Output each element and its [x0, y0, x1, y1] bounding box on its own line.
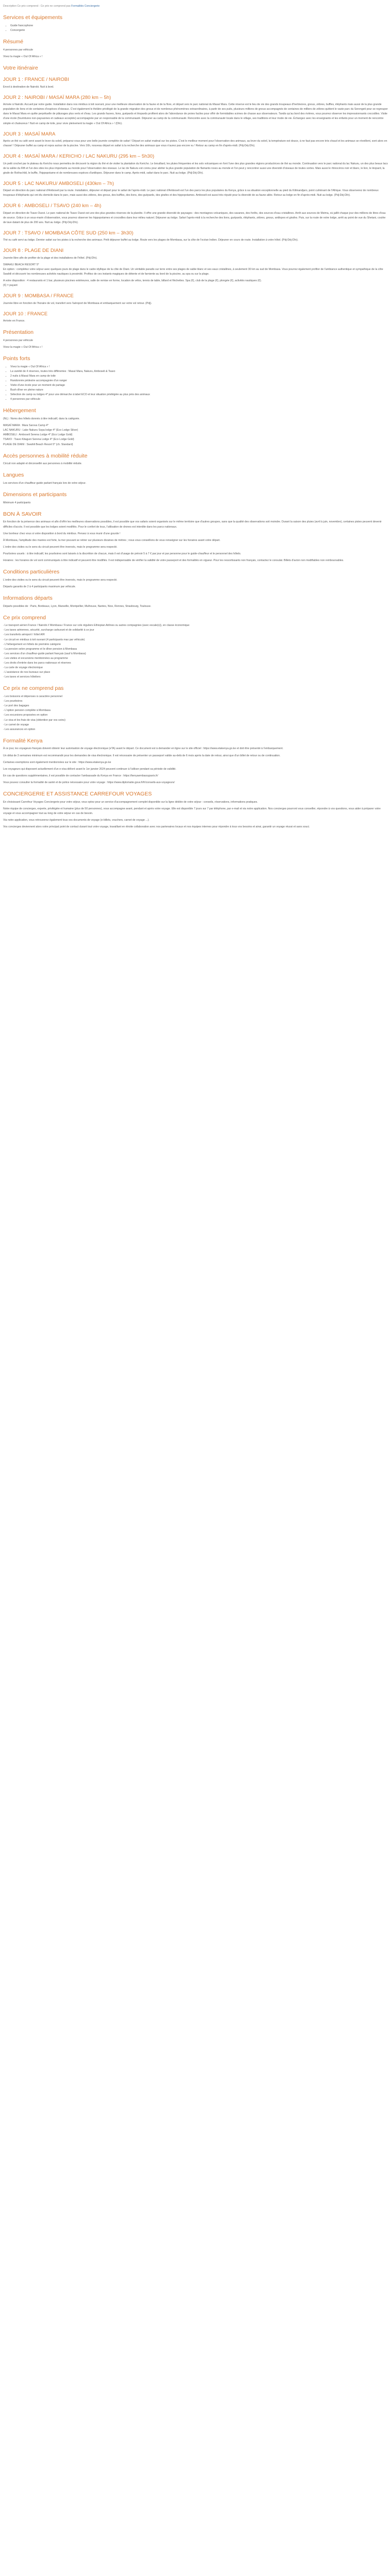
prix-ne-comprend-pas-item: - Les pourboires [3, 700, 23, 703]
day-title: JOUR 6 : AMBOSELI / TSAVO (240 km – 4h) [3, 203, 102, 209]
prix-ne-comprend-pas-item: - Le port des bagages [3, 704, 29, 708]
day-paragraph: Après un thé ou café servi avant le lever du soleil, préparez-vous pour une belle journée complète de safari ! Départ en safari matinal sur les pistes. C'est le meilleur moment pour l'observation des animaux, au lever du soleil, la température est douce, à ne faut pas encore très chaud et les animaux se réveillent, sont alors en chasse! ! Déjeuner buffet au camp et repos autour de la piscine. Vers 16h, nouveau départ en safari à la recherche des animaux que vous n'aurez pas encore vu ! Retour au camp en fin d'après-midi. (Pdj-Déj-Dîn). [3, 139, 387, 148]
bon-savoir-paragraph: À Mombasa, l'amplitude des marées est forte, la mer pouvant se retirer sur plusieurs dizaines de mètres ; nous vous conseillons de vous renseigner sur les horaires avant votre départ. [3, 538, 221, 542]
prix-ne-comprend-pas-item: - Les excursions proposées en option [3, 714, 48, 717]
day-description [3, 256, 388, 289]
conciergerie-paragraph: Via notre application, vous retrouverez également tous vos documents de voyage (e-billets, vouchers, carnet de voyage ...). [3, 818, 150, 822]
minimum-title: Dimensions et participants [3, 492, 67, 498]
resume-title: Résumé [3, 38, 24, 45]
breadcrumb-link-formalites[interactable]: Formalités Conciergerie [71, 5, 100, 8]
breadcrumb [3, 4, 388, 9]
prix-comprend-item: - Le transport aérien France / Nairobi // Mombasa / France sur vols réguliers Ethiopian Airlines ou autres compagnies (avec escale(s)), en classe économique [3, 624, 190, 628]
pmr-text: Circuit non adapté et déconseillé aux personnes à mobilité réduite. [3, 462, 83, 466]
day-title: JOUR 10 : FRANCE [3, 311, 48, 317]
infos-depart-text: Départs possibles de : Paris, Bordeaux, Lyon, Marseille, Montpellier, Mulhouse, Nantes, Nice, Rennes, Strasbourg, Toulouse. [3, 604, 152, 608]
prix-comprend-item: - Les services d'un chauffeur-guide parlant français (sauf à Mombasa) [3, 652, 86, 655]
conditions-line: Départs garantis de 2 à 4 participants maximum par véhicule. [3, 585, 76, 588]
formalites-paragraph: Un délai de 3 semaines minimum est recommandé pour les demandes de visa électronique. Il est nécessaire de présenter un passeport valide au-delà de 6 mois après la date de retour, ainsi que d'un billet de retour ou de continuation. [3, 754, 281, 757]
prix-comprend-list [3, 623, 388, 680]
prix-ne-comprend-pas-item: - Le visa et les frais de visa (obtention par vos soins) [3, 718, 66, 722]
infos-depart-title: Informations départs [3, 595, 53, 601]
services-item: • Concergerie [10, 28, 388, 33]
formalites-paragraph: Vous pouvez consulter la formalité de santé et de police nécessaire pour votre voyage : https://www.diplomatie.gouv.fr/fr/conseils-aux-voyageurs/ [3, 781, 175, 784]
bon-savoir-paragraph: Une bonheur chez vous si votre disposition à bord du minibus. Pensez à vous munir d'une gourde ! [3, 532, 121, 535]
prix-comprend-item: - Les taxes aériennes, sécurité, surcharge carburant et de solidarité à ce jour [3, 629, 94, 632]
bon-savoir-title: BON À SAVOIR [3, 511, 42, 517]
day-title: JOUR 5 : LAC NAKURU/ AMBOSELI (430km – 7h) [3, 180, 114, 187]
prix-ne-comprend-pas-item: - Le carnet de voyage [3, 723, 29, 726]
prix-comprend-item: - L'assistance de nos bureaux sur place [3, 671, 51, 674]
points-forts-item: • La variété de 4 réserves, toutes très différentes : Masaï Mara, Nakuru, Amboseli & Tsavo [10, 369, 388, 374]
prix-comprend-title: Ce prix comprend [3, 614, 46, 621]
day-paragraph: Départ en direction de Tsavo Ouest. Le parc national de Tsavo Ouest est une des plus grandes réserves de la planète. Il offre une grande diversité de paysages : des montagnes volcaniques, des savanes, des forêts, des sources d'eau cristallines. Arrêt aux sources de Mzima, où jaillit chaque jour des millions de litres d'eau de source. Grâce à un sous-marin d'observation, vous pourrez observer les hippopotames et crocodiles dans leur milieu naturel. Déjeuner au lodge. Safari l'après-midi à la recherche des lions, guépards, éléphants, zèbres, gnous, antilopes et girafes. Puis, sur la route de votre lodge, arrêt au point de vue du Shetani, coulée de lave datant de plus de 200 ans. Nuit au lodge. (Pdj-Déj-Dîn). [3, 211, 386, 224]
day-paragraph: Un petit crochet par le plateau du Kericho nous permettra de découvrir la région du thé et de visiter la plantation du Kericho. Le brouillard, les pluies fréquentes et les sols volcaniques en font l'une des plus grandes régions productrices de thé au monde. Continuation vers le parc national du lac Nakuru, un des plus beaux lacs de la vallée du Rift et l'un des sites les plus importants au monde pour l'observation des oiseaux. Le lac de Nakuru est connu pour abriter la plus grande population de flamants roses au monde et l'on peut y rencontrer aussi une diversité d'oiseaux de toutes sortes. Mais aussi le rhinocéros noir et blanc, le lion, le léopard, la girafe de Rothschild, le buffle, l'hippopotame et de nombreuses espèces d'antilopes. Déjeuner dans le camp. Après-midi, safari dans le parc. Nuit au lodge. (Pdj-Déj-Dîn). [3, 162, 388, 175]
hebergement-line: TSAVO : Tsavo Kitaguni Serena Lodge 4* (Eco Lodge Gold) [3, 438, 74, 442]
hebergement-line: LAC NAKURU : Lake Nakuru Sopa lodge 4* (Eco Lodge Silver) [3, 429, 78, 432]
day-paragraph: Journée libre en fonction de l'horaire de vol, transfert vers l'aéroport de Mombasa et embarquement sur votre vol retour. (Pdj). [3, 301, 152, 305]
day-description [3, 85, 388, 90]
presentation-line: Vivez la magie « Out Of Africa » ! [3, 345, 43, 349]
day-paragraph: SWAHILI BEACH RESORT 5* En option : complétez votre séjour avec quelques jours de plage dans le cadre idyllique de la côte de Diani. Un véritable paradis sur terre entre ses plages de sable blanc et ses eaux cristallines, à seulement 30 km au sud de Mombasa. Vous pourrez également profiter de l'ambiance authentique et sympathique de la côte Swahili et découvrir les nombreuses activités nautiques à proximité. Profitez de ces instants magiques de détente et de farniente au bord de la piscine, au spa ou sur la plage. [3, 263, 383, 276]
langues-title: Langues [3, 472, 24, 479]
services-item: • Guide francophone [10, 24, 388, 28]
resume-line: 4 personnes par véhicule [3, 48, 33, 52]
conditions-line: L'ordre des visites ou le sens du circuit peuvent être inversés, mais le programme sera respecté. [3, 578, 118, 582]
formalites-title: Formalité Kenya [3, 737, 43, 744]
points-forts-item: • Bush dîner en pleine nature [10, 388, 388, 393]
prix-comprend-item: - Les taxes et services hôteliers [3, 675, 41, 679]
formalites-text [3, 747, 388, 785]
resume-line: Vivez la magie « Out Of Africa » ! [3, 55, 43, 58]
hebergement-note: (NL) : Noms des hôtels donnés à titre indicatif, dans la catégorie. [3, 417, 80, 421]
conciergerie-title: CONCIERGERIE ET ASSISTANCE CARREFOUR VOYAGES [3, 791, 152, 798]
prix-comprend-item: - Les droits d'entrée dans les parcs nationaux et réserves [3, 662, 71, 665]
day-description [3, 301, 388, 306]
pmr-title: Accès personnes à mobilité réduite [3, 452, 88, 459]
hebergement-line: MASAÏ MARA : Mara Sarova Camp 4* [3, 424, 48, 428]
prix-comprend-item: - Le circuit en minibus à toit ouvrant (4 participants max par véhicule) [3, 638, 85, 641]
itinerary-days [3, 77, 388, 324]
day-paragraph: Arrivée en France. [3, 319, 25, 323]
conciergerie-text [3, 800, 388, 829]
day-description [3, 139, 388, 148]
breadcrumb-text: Description Ce prix comprend : Ce prix ne comprend pas [3, 5, 72, 8]
conditions-title: Conditions particulières [3, 569, 60, 575]
day-title: JOUR 7 : TSAVO / MOMBASA CÔTE SUD (250 km – 3h30) [3, 230, 134, 236]
presentation-line: 4 personnes par véhicule [3, 338, 33, 342]
hebergement-line: PLAGE DE DIANI : Swahili Beach Resort 5* (ch. Standard) [3, 443, 73, 446]
prix-comprend-item: - La carte de voyage électronique [3, 666, 43, 670]
points-forts-item: • Vivez la magie « Out Of Africa » ! [10, 365, 388, 369]
points-forts-item: • Visite d'une école pour un moment de partage [10, 383, 388, 388]
hebergement-line: AMBOSELI : Amboseli Serena Lodge 4* (Eco Lodge Gold) [3, 433, 73, 437]
day-title: JOUR 3 : MASAÏ MARA [3, 131, 56, 137]
day-title: JOUR 9 : MOMBASA / FRANCE [3, 293, 74, 299]
minimum-text: Minimum 4 participants [3, 501, 31, 504]
points-forts-list [3, 365, 388, 402]
prix-ne-comprend-pas-item: - Les boissons et dépenses à caractère personnel [3, 695, 62, 699]
prix-comprend-item: - La pension selon programme et le dîner pension à Mombasa [3, 647, 77, 651]
points-forts-item: • Sélection de camp ou lodges 4* pour une démarche à label ECO et leur situation privilégiée au plus près des animaux [10, 393, 388, 397]
presentation-title: Présentation [3, 329, 34, 336]
bon-savoir-text [3, 520, 388, 563]
day-paragraph: Arrivée à Nairobi. Accueil par notre guide. Installation dans nos minibus à toit ouvrant, pour une meilleure observation de la faune et de la flore, et départ vers le parc national du Masaï Mara. Cette réserve est le lieu de vie des grands troupeaux d'herbivores, gnous, zèbres, buffles, éléphants mais aussi de la plus grande population de lions et de centaines d'espèces d'oiseaux. C'est également le théâtre privilégié de la grande migration des gnous et de nombreux phénomènes extraordinaires, à partir de ses puits, plusieurs millions de gnous accompagnés de centaines de milliers de zèbres quittent le vaste parc du Serengeti pour se regrouper dans le Masaï Mara en quête perpétuelle de pâturages plus verts et d'eau. Les grands fauves, lions, guépards et léopards profitent alors de l'abondance de proies faciles pour offrir de formidables scènes de chasse aux observateurs. Tandis qu'au bord des rivières, vous pourrez observer les impressionnants crocodiles. Visite d'une école (fournitures non-paysannes et cadeaux acceptés) accompagnée par un responsable de la communauté. Déjeuner au camp de la communauté. Rencontre avec la communauté locale dans le village, ses traditions et leur mode de vie. Échangez avec les enseignants et les enfants pour un moment de rencontre simple et chaleureux ! Nuit en camp de toile, pour vivre pleinement la magie « Out Of Africa » ! (Dîn). [3, 103, 388, 125]
day-description [3, 162, 388, 176]
day-description [3, 189, 388, 198]
prix-ne-comprend-pas-item: - L'option pension complète à Mombasa [3, 709, 51, 713]
points-forts-item: • 2 nuits à Masaï Mara en camp de toile [10, 374, 388, 379]
prix-comprend-item: - L'hébergement en hôtels de première catégorie [3, 642, 61, 646]
day-title: JOUR 4 : MASAÏ MARA / KERICHO / LAC NAKURU (295 km – 5h30) [3, 154, 154, 160]
services-title: Services et équipements [3, 14, 62, 21]
day-title: JOUR 8 : PLAGE DE DIANI [3, 248, 64, 254]
hebergement-title: Hébergement [3, 408, 36, 414]
prix-comprend-item: - Les visites et excursions mentionnées au programme [3, 656, 68, 660]
day-description [3, 319, 388, 324]
conciergerie-paragraph: Notre équipe de concierges, experte, privilégiée et humaine (plus de 50 personnes), vous accompagne avant, pendant et après votre voyage. Elle est disponible 7 jours sur 7 par téléphone, par e-mail et via notre application. Nos concierges pourront vous conseiller, répondre à vos questions, vous aider à préparer votre voyage et vous accompagner tout au long de votre séjour en cas de besoin. [3, 807, 381, 815]
services-list [3, 24, 388, 33]
bon-savoir-paragraph: En fonction de la présence des animaux et afin d'offrir les meilleures observations possibles, il est possible que vos safaris soient organisés sur le même territoire que d'autres groupes, sans que la qualité des observations soit moindre. Durant la saison des pluies (avril à juin, novembre), certaines pistes peuvent devenir difficiles d'accès. Il est possible que les lodges soient modifiés. Pour le confort de tous, l'utilisation de drones est interdite dans les parcs nationaux. [3, 520, 382, 529]
formalites-paragraph: Certaines exemptions sont également mentionnées sur le site : https://www.etakenya.go.ke [3, 760, 111, 764]
itinerary-title: Votre itinéraire [3, 64, 38, 71]
formalites-paragraph: Les voyageurs qui disposent actuellement d'un e-visa délivré avant le 1er janvier 2024 peuvent continuer à l'utiliser pendant sa période de validité. [3, 767, 176, 771]
points-forts-item: • 4 personnes par véhicule [10, 397, 388, 402]
day-paragraph: Thé ou café servi au lodge. Dernier safari sur les pistes à la recherche des animaux. Petit déjeuner buffet au lodge. Route vers les plages de Mombasa, sur la côte de l'océan Indien. Déjeuner en cours de route. Installation à votre hôtel. (Pdj-Déj-Dîn). [3, 239, 299, 242]
formalites-paragraph: En cas de questions supplémentaires, il est possible de contacter l'ambassade du Kenya en France : https://kenyaembassyparis.fr/ [3, 774, 158, 777]
prix-comprend-item: - Les transferts aéroport / hôtel A/R [3, 633, 45, 637]
day-description [3, 238, 388, 243]
day-paragraph: Départ en direction du parc national d'Amboseli par la route. Installation, déjeuner et départ pour le safari de l'après-midi. Le parc national d'Amboseli est l'un des parcs les plus populaires du Kenya, grâce à sa situation exceptionnelle au pied du Kilimandjaro, point culminant de l'Afrique. Vous observerez de nombreux troupeaux d'éléphants qui ont élu domicile dans le parc, mais aussi des zèbres, des gnous, des buffles, des lions, des guépards, des girafes et des hippopotames. Amboseli est aussi très réputé pour la diversité de sa faune ailée. Retour au lodge en fin d'après-midi. Nuit au lodge. (Pdj-Déj-Dîn). [3, 189, 379, 197]
day-paragraph: Envol à destination de Nairobi. Nuit à bord. [3, 85, 54, 89]
points-forts-item: • Randonnée pédestre accompagnée d'un ranger [10, 379, 388, 383]
langues-text: Les services d'un chauffeur-guide parlant français lors de votre séjour. [3, 481, 86, 485]
day-description [3, 211, 388, 225]
day-title: JOUR 2 : NAIROBI / MASAÏ MARA (280 km – 5h) [3, 94, 111, 100]
conciergerie-paragraph: Vos concierges deviennent alors votre principal point de contact durant tout votre voyage, travaillant en étroite collaboration avec nos partenaires locaux et nos équipes internes pour répondre à tous vos besoins et ainsi, garantir un voyage réussi et sans souci. [3, 825, 310, 829]
bon-savoir-paragraph: Horaires : les horaires de vol sont communiqués à titre indicatif et peuvent être modifiés. Il est indispensable de vérifier la validité de votre passeport et des formalités en vigueur. Pour les ressortissants non français, contactez le consulat. Billets d'avion non modifiables non remboursables. [3, 559, 344, 562]
day-title: JOUR 1 : FRANCE / NAIROBI [3, 77, 69, 83]
bon-savoir-paragraph: Pourboires usuels : à titre indicatif, les pourboires sont laissés à la discrétion de chacun, mais il est d'usage de prévoir 5 à 7 € par jour et par personne pour le guide-chauffeur et le personnel des hôtels. [3, 552, 241, 555]
prix-ne-comprend-pas-item: - Les assurances en option [3, 727, 36, 731]
day-paragraph: Journée libre afin de profiter de la plage et des installations de l'hôtel. (Pdj-Dîn). [3, 256, 97, 260]
prix-ne-comprend-pas-list [3, 694, 388, 732]
page-content [0, 0, 391, 842]
prix-ne-comprend-pas-title: Ce prix ne comprend pas [3, 685, 64, 692]
points-forts-title: Points forts [3, 355, 30, 362]
formalites-paragraph: À ce jour, les voyageurs français doivent obtenir leur autorisation de voyage électronique (eTA) avant le départ. Ce document est à demander en ligne sur le site officiel : https://www.etakenya.go.ke et doit être présenté à l'embarquement. [3, 747, 284, 751]
conciergerie-paragraph: En choisissant Carrefour Voyages Conciergerie pour votre séjour, vous optez pour un service d'accompagnement complet disponible sur la ligne dédiée de votre séjour : conseils, réservations, informations pratiques. [3, 800, 258, 804]
day-paragraph: A votre disposition : 4 restaurants et 1 bar, plusieurs piscines extérieures, salle de remise en forme, location de vélos, tennis de table, billard et fléchettes. Spa (€), club de la plage (€), plongée (€), activités nautiques (€). (€) = payant [3, 279, 262, 287]
day-description [3, 103, 388, 126]
bon-savoir-paragraph: L'ordre des visites ou le sens du circuit peuvent être inversés, mais le programme sera respecté. [3, 545, 118, 549]
